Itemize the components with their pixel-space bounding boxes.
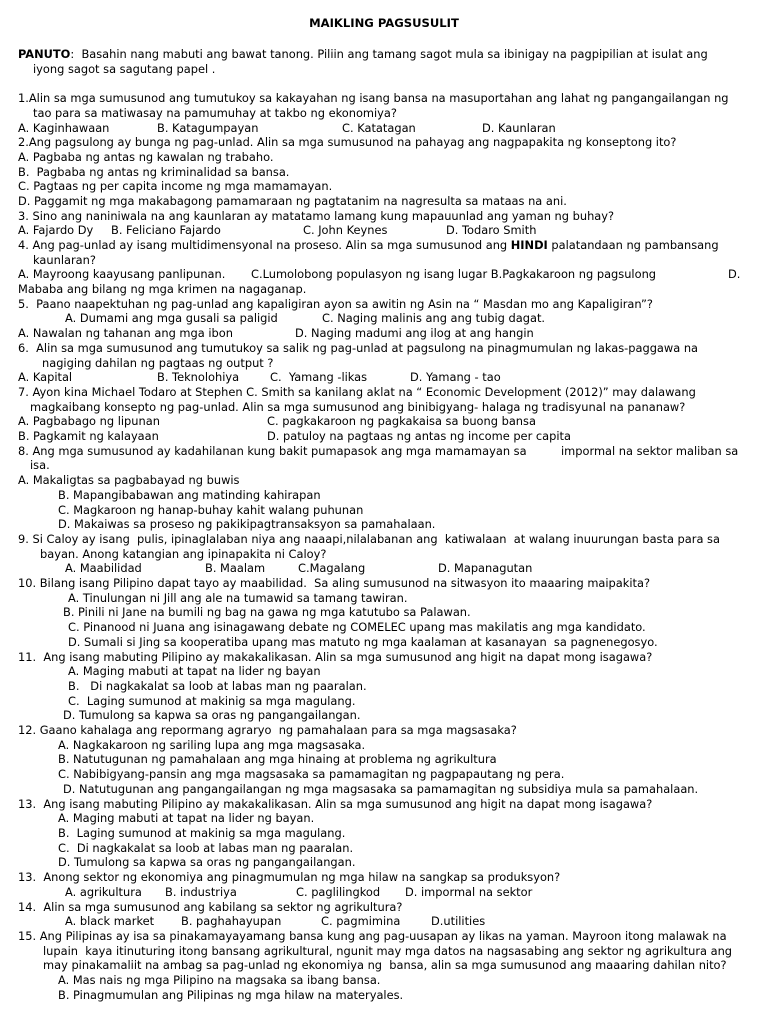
instructions xyxy=(18,47,708,62)
text-line: D. xyxy=(728,267,741,281)
text-line: B. paghahayupan xyxy=(181,914,282,928)
text-line: A. Maging mabuti at tapat na lider ng bayan xyxy=(68,664,321,678)
text-line: tao para sa matiwasay na pamumuhay at takbo ng ekonomiya? xyxy=(33,106,397,120)
text-line: D. patuloy na pagtaas ng antas ng income per capita xyxy=(267,429,571,443)
text-line: nagiging dahilan ng pagtaas ng output ? xyxy=(42,356,274,370)
text-line: D. Yamang - tao xyxy=(410,370,501,384)
text-line: C.Magalang xyxy=(298,561,366,575)
text-line: 10. Bilang isang Pilipino dapat tayo ay maabilidad. Sa aling sumusunod na sitwasyon ito maaaring maipakita? xyxy=(18,576,651,590)
text-line: bayan. Anong katangian ang ipinapakita ni Caloy? xyxy=(40,547,327,561)
text-line: 15. Ang Pilipinas ay isa sa pinakamayayamang bansa kung ang pag-uusapan ay likas na yaman. Mayroon itong malawak na xyxy=(18,929,727,943)
text-line: kaunlaran? xyxy=(33,253,96,267)
text-line: C. Naging malinis ang ang tubig dagat. xyxy=(322,311,546,325)
text-line: A. agrikultura xyxy=(65,885,142,899)
document-title: MAIKLING PAGSUSULIT xyxy=(309,16,459,30)
text-line: B. Mapangibabawan ang matinding kahirapan xyxy=(58,488,321,502)
text-line: B. Maalam xyxy=(205,561,266,575)
text-line: 13. Anong sektor ng ekonomiya ang pinagmumulan ng mga hilaw na sangkap sa produksyon? xyxy=(18,870,561,884)
text-line: 1.Alin sa mga sumusunod ang tumutukoy sa kakayahan ng isang bansa na masuportahan ang lahat ng pangangailangan ng xyxy=(18,91,729,105)
text-line: 12. Gaano kahalaga ang repormang agraryo ng pamahalaan para sa mga magsasaka? xyxy=(18,723,517,737)
text-line: 2.Ang pagsulong ay bunga ng pag-unlad. Alin sa mga sumusunod na pahayag ang nagpapakita ng konseptong ito? xyxy=(18,135,677,149)
text-line: Mababa ang bilang ng mga krimen na nagaganap. xyxy=(18,282,307,296)
text-line: 11. Ang isang mabuting Pilipino ay makakalikasan. Alin sa mga sumusunod ang higit na dapat mong isagawa? xyxy=(18,650,653,664)
text-line: D. Tumulong sa kapwa sa oras ng pangangailangan. xyxy=(58,855,356,869)
text-line: D. Kaunlaran xyxy=(482,121,556,135)
text-line: D. Naging madumi ang ilog at ang hangin xyxy=(295,326,534,340)
instructions-text: : Basahin nang mabuti ang bawat tanong. Piliin ang tamang sagot mula sa ibinigay na pagpipilian at isulat ang xyxy=(70,47,708,61)
text-line: B. industriya xyxy=(165,885,237,899)
text-line: D. Tumulong sa kapwa sa oras ng pangangailangan. xyxy=(63,708,361,722)
text-line: 3. Sino ang naniniwala na ang kaunlaran ay matatamo lamang kung mapauunlad ang yaman ng buhay? xyxy=(18,209,615,223)
text-line: A. Dumami ang mga gusali sa paligid xyxy=(65,311,278,325)
text-line: C. Di nagkakalat sa loob at labas man ng paaralan. xyxy=(58,841,354,855)
text-line: isa. xyxy=(30,458,50,472)
text-line: C. pagmimina xyxy=(321,914,401,928)
instructions-text-cont: iyong sagot sa sagutang papel . xyxy=(33,62,216,76)
text-line: A. Maabilidad xyxy=(65,561,142,575)
text-line: D. Natutugunan ang pangangailangan ng mga magsasaka sa pamamagitan ng subsidiya mula sa pamahalaan. xyxy=(63,782,699,796)
text-line: A. Pagbabago ng lipunan xyxy=(18,414,160,428)
text-line: A. Nagkakaroon ng sariling lupa ang mga magsasaka. xyxy=(58,738,366,752)
text-line: lupain kaya itinuturing itong bansang agrikultural, ngunit may mga datos na nagsasabing ang sektor ng agrikultura ang xyxy=(43,944,733,958)
question-4-text: 4. Ang pag-unlad ay isang multidimensyonal na proseso. Alin sa mga sumusunod ang xyxy=(18,238,511,252)
text-line: C. paglilingkod xyxy=(296,885,381,899)
text-line: B. Pinili ni Jane na bumili ng bag na gawa ng mga katutubo sa Palawan. xyxy=(63,605,471,619)
text-line: C. Pagtaas ng per capita income ng mga mamamayan. xyxy=(18,179,333,193)
text-line: A. Kapital xyxy=(18,370,73,384)
text-line: B. Feliciano Fajardo xyxy=(111,223,221,237)
text-line: D. Paggamit ng mga makabagong pamamaraan ng pagtatanim na nagresulta sa mataas na ani. xyxy=(18,194,567,208)
text-line: A. Pagbaba ng antas ng kawalan ng trabaho. xyxy=(18,150,274,164)
question-4-emphasis: HINDI xyxy=(510,238,548,252)
text-line: B. Katagumpayan xyxy=(157,121,259,135)
text-line: C.Lumolobong populasyon ng isang lugar B.Pagkakaroon ng pagsulong xyxy=(251,267,657,281)
text-line: 9. Si Caloy ay isang pulis, ipinaglalaban niya ang naaapi,nilalabanan ang katiwalaan at walang inuurungan basta para sa xyxy=(18,532,720,546)
text-line: C. pagkakaroon ng pagkakaisa sa buong bansa xyxy=(267,414,536,428)
text-line: A. Tinulungan ni Jill ang ale na tumawid sa tamang tawiran. xyxy=(68,591,408,605)
text-line: 13. Ang isang mabuting Pilipino ay makakalikasan. Alin sa mga sumusunod ang higit na dapat mong isagawa? xyxy=(18,797,653,811)
text-line: B. Pagkamit ng kalayaan xyxy=(18,429,159,443)
text-line: A. black market xyxy=(65,914,155,928)
text-line: D.utilities xyxy=(431,914,486,928)
text-line: impormal na sektor maliban sa xyxy=(561,444,739,458)
text-line: may pinakamaliit na ambag sa pag-unlad ng ekonomiya ng bansa, alin sa mga sumusunod ang maaaring dahilan nito? xyxy=(43,958,727,972)
text-line: D. Mapanagutan xyxy=(438,561,533,575)
text-line: D. Sumali si Jing sa kooperatiba upang mas matuto ng mga kaalaman at kasanayan sa pagnenegosyo. xyxy=(68,635,658,649)
text-line: C. Pinanood ni Juana ang isinagawang debate ng COMELEC upang mas makilatis ang mga kandidato. xyxy=(68,620,646,634)
text-line: A. Maging mabuti at tapat na lider ng bayan. xyxy=(58,811,315,825)
text-line: A. Mas nais ng mga Pilipino na magsaka sa ibang bansa. xyxy=(58,973,381,987)
text-line: A. Mayroong kaayusang panlipunan. xyxy=(18,267,226,281)
text-line: C. Magkaroon ng hanap-buhay kahit walang puhunan xyxy=(58,503,364,517)
text-line: B. Pagbaba ng antas ng kriminalidad sa bansa. xyxy=(18,165,290,179)
text-line: D. Todaro Smith xyxy=(446,223,537,237)
text-line: A. Fajardo Dy xyxy=(18,223,94,237)
question-4-stem xyxy=(18,238,719,253)
text-line: B. Teknolohiya xyxy=(157,370,240,384)
text-line: C. Nabibigyang-pansin ang mga magsasaka sa pamamagitan ng pagpapautang ng pera. xyxy=(58,767,565,781)
text-line: A. Kaginhawaan xyxy=(18,121,110,135)
text-line: B. Di nagkakalat sa loob at labas man ng paaralan. xyxy=(68,679,367,693)
text-line: A. Makaligtas sa pagbabayad ng buwis xyxy=(18,473,240,487)
text-line: B. Pinagmumulan ang Pilipinas ng mga hilaw na materyales. xyxy=(58,988,404,1002)
text-line: C. Yamang -likas xyxy=(270,370,368,384)
instructions-label: PANUTO xyxy=(18,47,71,61)
text-line: 6. Alin sa mga sumusunod ang tumutukoy sa salik ng pag-unlad at pagsulong na pinagmumulan ng lakas-paggawa na xyxy=(18,341,699,355)
text-line: 14. Alin sa mga sumusunod ang kabilang sa sektor ng agrikultura? xyxy=(18,900,403,914)
text-line: C. Katatagan xyxy=(342,121,416,135)
text-line: B. Laging sumunod at makinig sa mga magulang. xyxy=(58,826,346,840)
text-line: A. Nawalan ng tahanan ang mga ibon xyxy=(18,326,233,340)
text-line: C. John Keynes xyxy=(303,223,388,237)
text-line: D. impormal na sektor xyxy=(405,885,533,899)
text-line: C. Laging sumunod at makinig sa mga magulang. xyxy=(68,694,356,708)
text-line: D. Makaiwas sa proseso ng pakikipagtransaksyon sa pamahalaan. xyxy=(58,517,436,531)
text-line: 8. Ang mga sumusunod ay kadahilanan kung bakit pumapasok ang mga mamamayan sa xyxy=(18,444,527,458)
text-line: 5. Paano naapektuhan ng pag-unlad ang kapaligiran ayon sa awitin ng Asin na “ Masdan mo ang Kapaligiran”? xyxy=(18,297,653,311)
text-line: magkaibang konsepto ng pag-unlad. Alin sa mga sumusunod ang binibigyang- halaga ng tradisyunal na pananaw? xyxy=(30,400,686,414)
text-line: 7. Ayon kina Michael Todaro at Stephen C. Smith sa kanilang aklat na “ Economic Development (2012)” may dalawang xyxy=(18,385,696,399)
question-4-text-end: palatandaan ng pambansang xyxy=(547,238,719,252)
text-line: B. Natutugunan ng pamahalaan ang mga hinaing at problema ng agrikultura xyxy=(58,752,497,766)
